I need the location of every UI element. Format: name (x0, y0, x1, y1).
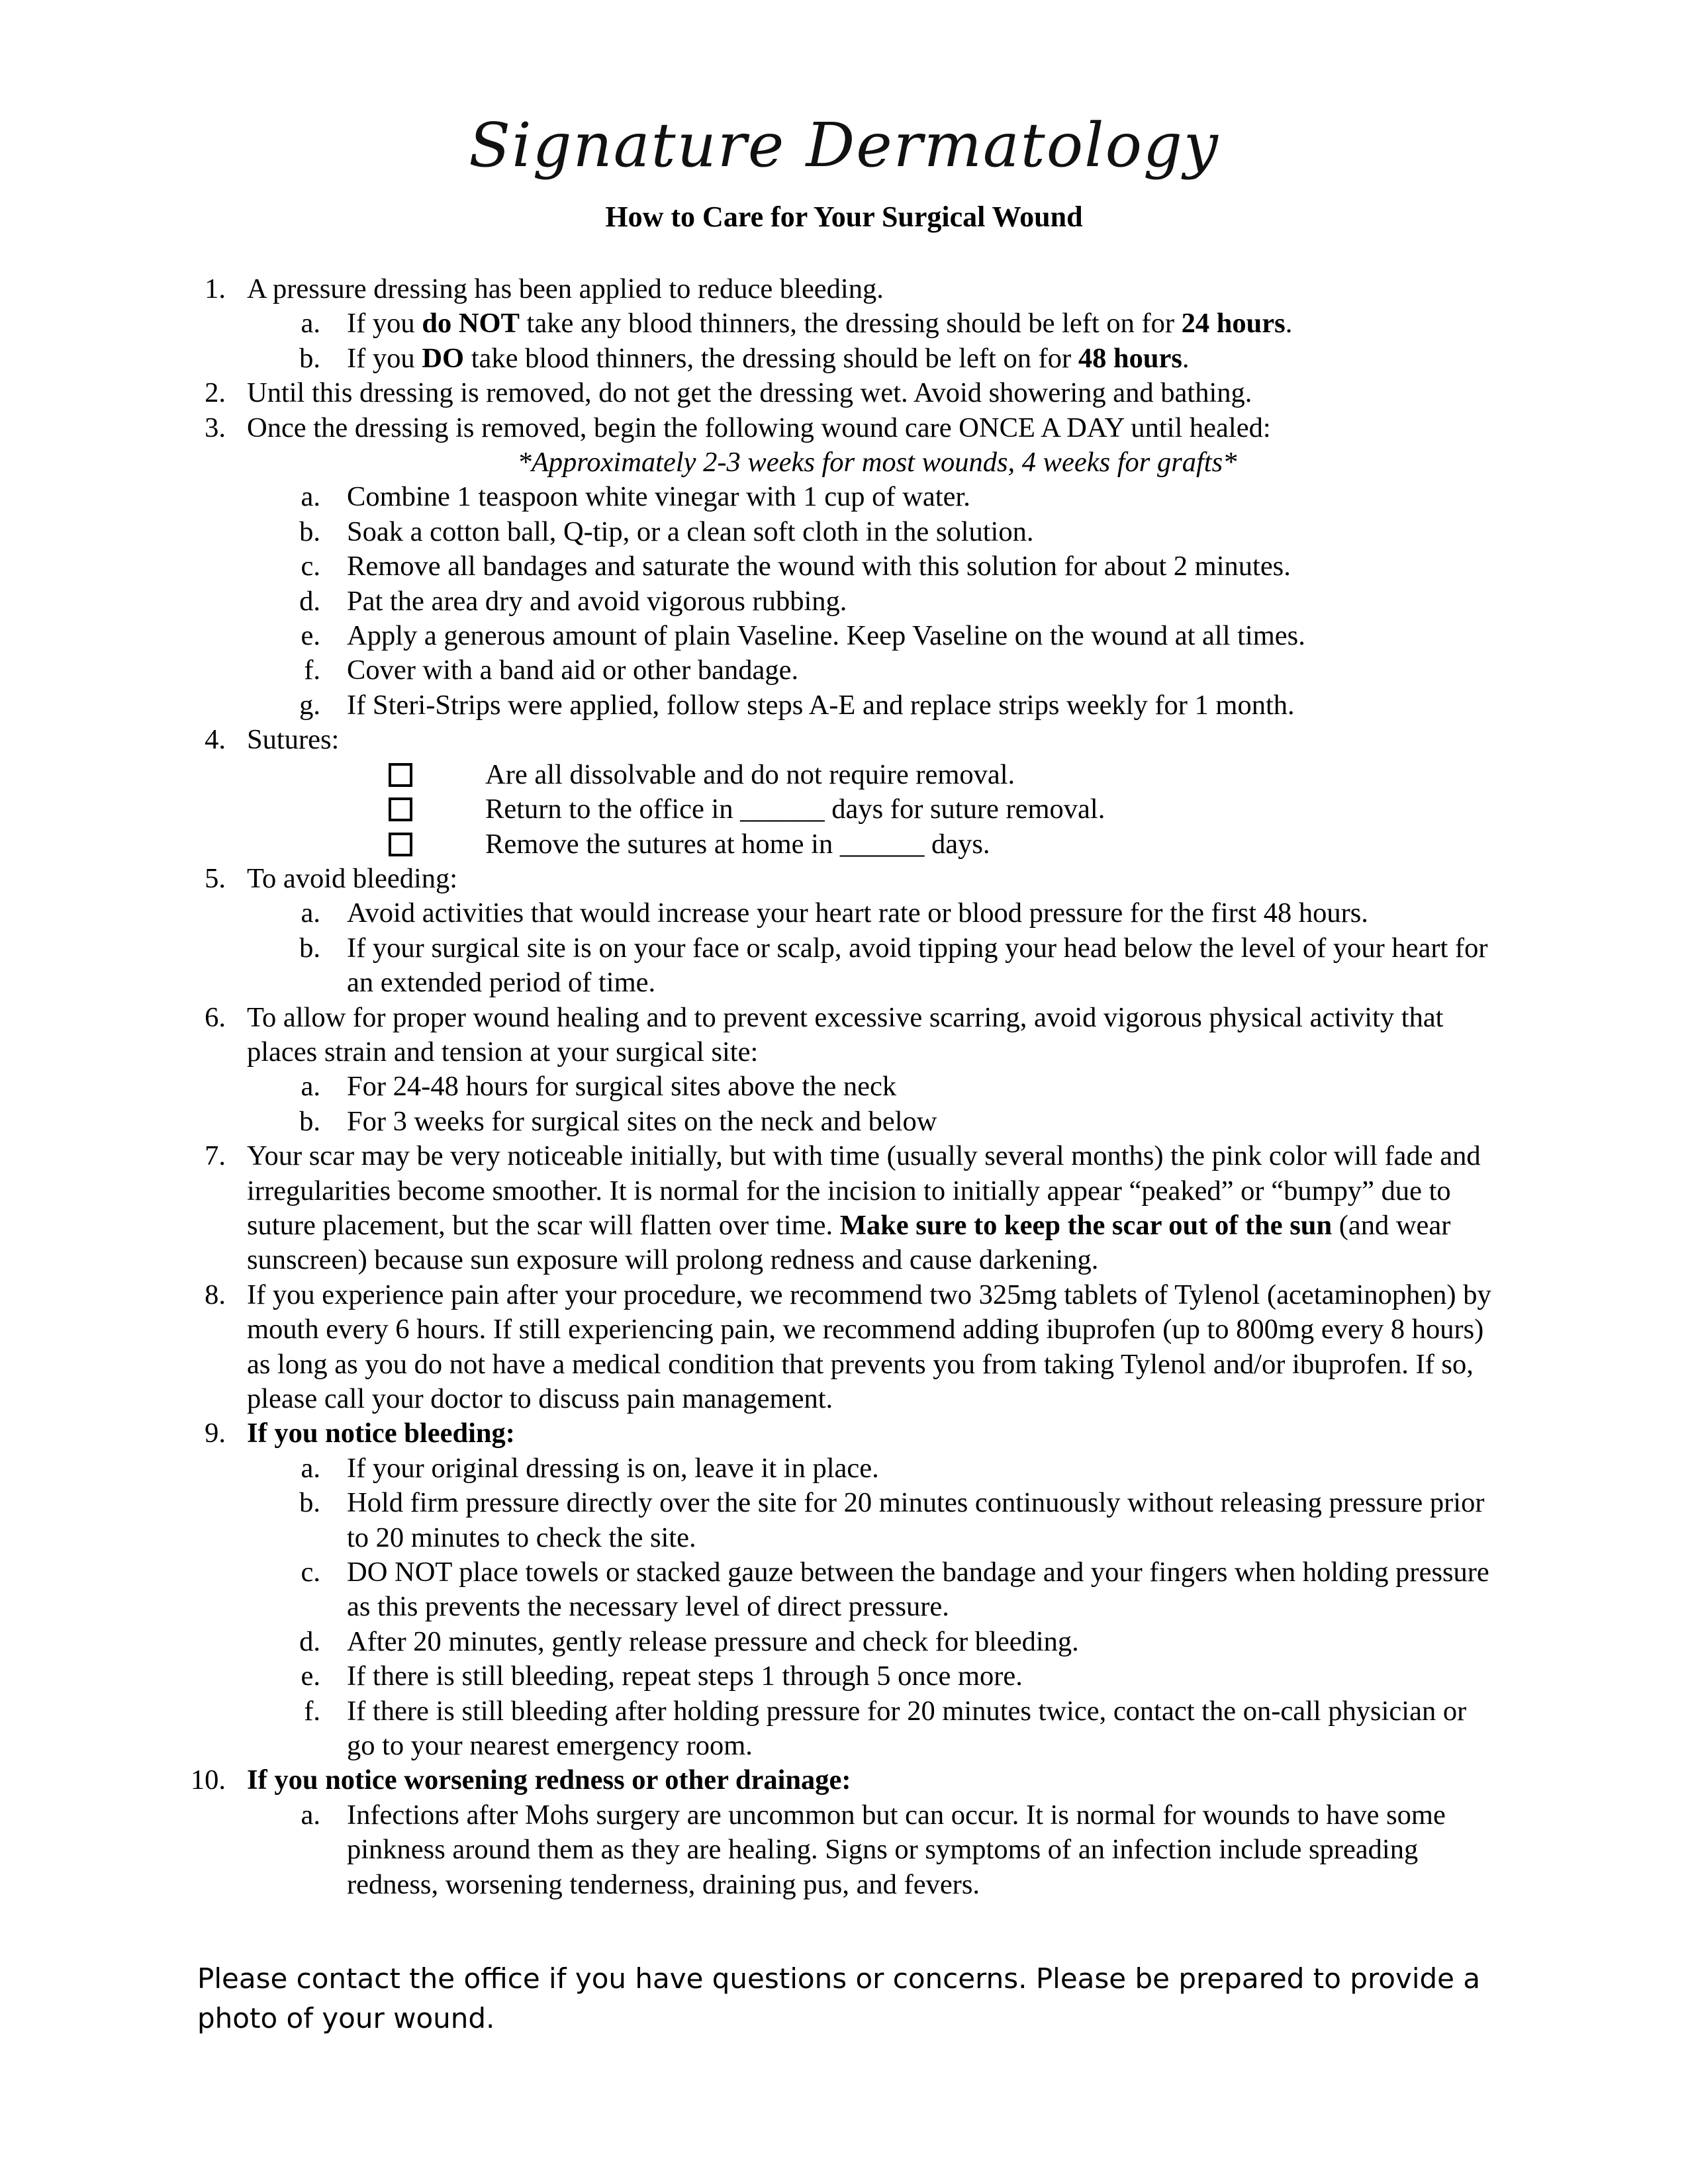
sub-text: For 24-48 hours for surgical sites above the neck (347, 1071, 897, 1103)
item-number: 2. (205, 377, 226, 409)
sub-item (247, 515, 1499, 549)
suture-option (389, 792, 1499, 827)
suture-option (389, 827, 1499, 862)
page-title: How to Care for Your Surgical Wound (605, 201, 1083, 233)
sub-text: Soak a cotton ball, Q-tip, or a clean soft cloth in the solution. (347, 516, 1034, 547)
sub-letter: f. (304, 1695, 320, 1727)
item-heading: If you notice worsening redness or other drainage: (247, 1764, 851, 1796)
item-text: A pressure dressing has been applied to reduce bleeding. (247, 273, 884, 304)
sub-item (247, 1451, 1499, 1486)
sub-item (247, 688, 1499, 723)
sub-item (247, 1659, 1499, 1694)
item-heading: If you notice bleeding: (247, 1418, 515, 1449)
sub-item (247, 1105, 1499, 1139)
sub-letter: f. (304, 655, 320, 686)
sub-letter: c. (301, 551, 320, 582)
sub-text: Combine 1 teaspoon white vinegar with 1 cup of water. (347, 481, 970, 513)
sub-letter: b. (299, 1487, 320, 1519)
sub-item (247, 896, 1499, 931)
item-text: If you experience pain after your procedure, we recommend two 325mg tablets of Tylenol (acetaminophen) by mouth every 6 hours. If still experiencing pain, we recommend adding ibuprofen (up to 800mg every 8 hours) as long as you do not have a medical condition that prevents you from taking Tylenol and/or ibuprofen. If so, please call your doctor to discuss pain management. (247, 1279, 1491, 1414)
sub-item (247, 584, 1499, 619)
sub-item (247, 1555, 1499, 1625)
checkbox-label: Return to the office in ______ days for suture removal. (485, 794, 1105, 825)
list-item (175, 1278, 1499, 1417)
sub-text: For 3 weeks for surgical sites on the neck and below (347, 1105, 937, 1137)
instructions-list (175, 272, 1499, 1902)
sub-text: Pat the area dry and avoid vigorous rubbing. (347, 585, 847, 617)
list-item (175, 1001, 1499, 1070)
item-number: 8. (205, 1279, 226, 1310)
sub-letter: a. (301, 308, 320, 340)
sub-text: If Steri-Strips were applied, follow steps A-E and replace strips weekly for 1 month. (347, 689, 1295, 721)
item-text: To allow for proper wound healing and to prevent excessive scarring, avoid vigorous physical activity that places strain and tension at your surgical site: (247, 1001, 1444, 1068)
clinic-logo: Signature Dermatology (469, 110, 1219, 181)
item-number: 9. (205, 1418, 226, 1449)
item-number: 5. (205, 862, 226, 894)
list-item (175, 723, 1499, 757)
sub-text: DO NOT place towels or stacked gauze between the bandage and your fingers when holding pressure as this prevents the necessary level of direct pressure. (347, 1557, 1489, 1623)
item-text: Your scar may be very noticeable initially, but with time (usually several months) the pink color will fade and irregularities become smoother. It is normal for the incision to initially appear “peaked” or “bumpy” due to suture placement, but the scar will flatten over time. Make sure to keep the scar out of the sun (and wear sunscreen) because sun exposure will prolong redness and cause darkening. (247, 1140, 1481, 1276)
sub-letter: b. (299, 516, 320, 547)
item-text: Sutures: (247, 724, 340, 756)
sub-item (247, 341, 1499, 376)
sub-letter: a. (301, 897, 320, 929)
sub-item (247, 1486, 1499, 1555)
sub-text: Hold firm pressure directly over the site for 20 minutes continuously without releasing pressure prior to 20 minutes to check the site. (347, 1487, 1485, 1553)
sub-text: If your surgical site is on your face or scalp, avoid tipping your head below the level of your heart for an extended period of time. (347, 932, 1488, 999)
sub-item (247, 306, 1499, 341)
sub-text: If you DO take blood thinners, the dressing should be left on for 48 hours. (347, 342, 1190, 374)
sub-letter: d. (299, 1625, 320, 1657)
checkbox[interactable] (389, 797, 412, 821)
sub-item (247, 1625, 1499, 1659)
checkbox[interactable] (389, 833, 412, 856)
item-text: Until this dressing is removed, do not get the dressing wet. Avoid showering and bathing. (247, 377, 1252, 409)
contact-note: Please contact the office if you have questions or concerns. Please be prepared to provide a photo of your wound. (197, 1962, 1481, 2034)
sub-item (247, 1798, 1499, 1902)
duration-note: *Approximately 2-3 weeks for most wounds, 4 weeks for grafts* (517, 447, 1237, 478)
sub-text: If there is still bleeding, repeat steps 1 through 5 once more. (347, 1661, 1023, 1692)
list-item (175, 272, 1499, 306)
sub-letter: a. (301, 1799, 320, 1831)
list-item (175, 1763, 1499, 1797)
sub-text: Avoid activities that would increase your heart rate or blood pressure for the first 48 hours. (347, 897, 1368, 929)
item-number: 10. (190, 1764, 226, 1796)
checkbox[interactable] (389, 763, 412, 787)
sub-letter: a. (301, 1071, 320, 1103)
sub-item (247, 1694, 1499, 1764)
sub-text: Remove all bandages and saturate the wound with this solution for about 2 minutes. (347, 551, 1291, 582)
sub-item (247, 931, 1499, 1001)
sub-text: If there is still bleeding after holding pressure for 20 minutes twice, contact the on-call physician or go to your nearest emergency room. (347, 1695, 1467, 1762)
sub-letter: c. (301, 1557, 320, 1588)
sub-item (247, 619, 1499, 653)
sub-letter: b. (299, 1105, 320, 1137)
sub-item (247, 480, 1499, 514)
sub-text: After 20 minutes, gently release pressure and check for bleeding. (347, 1625, 1079, 1657)
checkbox-label: Are all dissolvable and do not require removal. (485, 758, 1015, 790)
item-text: Once the dressing is removed, begin the following wound care ONCE A DAY until healed: (247, 412, 1271, 443)
checkbox-label: Remove the sutures at home in ______ days. (485, 828, 990, 860)
sub-text: Apply a generous amount of plain Vaseline. Keep Vaseline on the wound at all times. (347, 620, 1305, 652)
sub-letter: d. (299, 585, 320, 617)
sub-item (247, 549, 1499, 584)
sub-text: If your original dressing is on, leave it in place. (347, 1452, 879, 1484)
list-item (175, 1139, 1499, 1278)
sub-letter: e. (301, 620, 320, 652)
sub-text: Infections after Mohs surgery are uncommon but can occur. It is normal for wounds to have some pinkness around them as they are healing. Signs or symptoms of an infection include spreading redness, worsening tenderness, draining pus, and fevers. (347, 1799, 1446, 1900)
sub-item (247, 653, 1499, 688)
sub-text: Cover with a band aid or other bandage. (347, 655, 799, 686)
sub-letter: b. (299, 932, 320, 964)
list-item (175, 376, 1499, 410)
item-number: 4. (205, 724, 226, 756)
item-number: 3. (205, 412, 226, 443)
item-number: 1. (205, 273, 226, 304)
suture-option (389, 758, 1499, 792)
sub-item (247, 1069, 1499, 1104)
sub-text: If you do NOT take any blood thinners, the dressing should be left on for 24 hours. (347, 308, 1293, 340)
item-number: 7. (205, 1140, 226, 1172)
sub-letter: b. (299, 342, 320, 374)
sub-letter: g. (299, 689, 320, 721)
sub-letter: e. (301, 1661, 320, 1692)
list-item (175, 862, 1499, 896)
list-item (175, 1416, 1499, 1451)
item-text: To avoid bleeding: (247, 862, 458, 894)
item-number: 6. (205, 1001, 226, 1033)
sub-letter: a. (301, 1452, 320, 1484)
sub-letter: a. (301, 481, 320, 513)
list-item (175, 411, 1499, 445)
